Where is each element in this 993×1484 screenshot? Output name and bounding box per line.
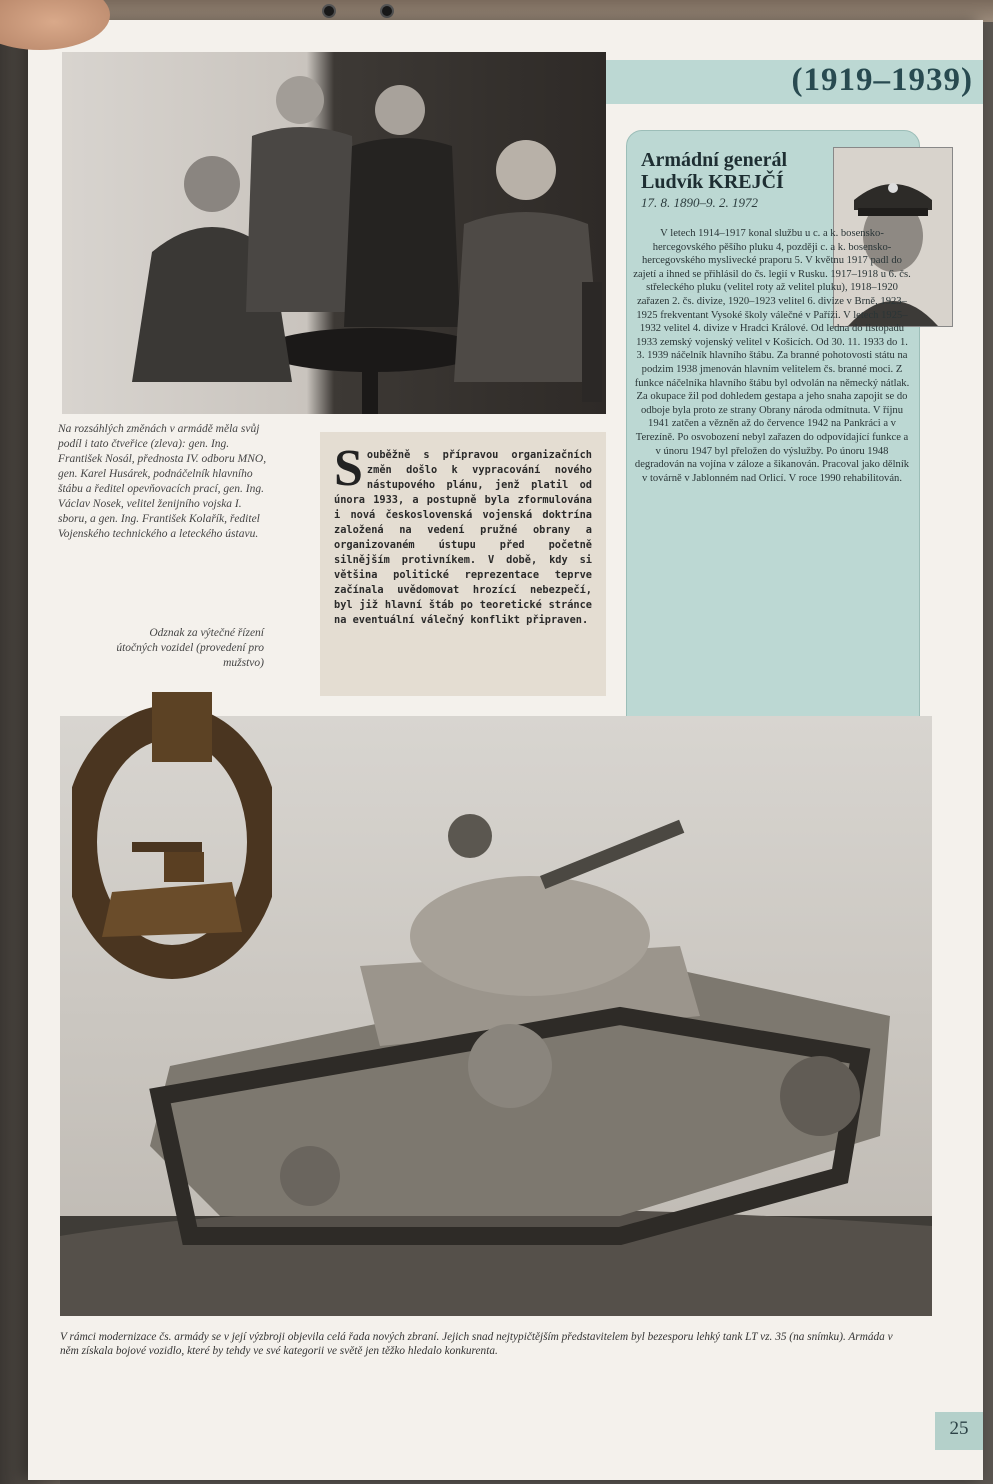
book-page — [28, 20, 983, 1480]
background-top — [0, 0, 993, 22]
page-number-tab — [935, 1412, 983, 1450]
bio-title — [641, 149, 787, 193]
binder-ring — [380, 4, 394, 18]
tank-driver-badge — [72, 682, 272, 982]
binder-ring — [322, 4, 336, 18]
period-years: (1919–1939) — [791, 62, 973, 98]
bio-name: Ludvík KREJČÍ — [641, 171, 784, 193]
summary-box — [320, 432, 606, 696]
group-photo-caption: Na rozsáhlých změnách v armádě měla svůj podíl i tato čtveřice (zleva): gen. Ing. František Nosál, přednosta IV. odboru MNO, gen. Karel Husárek, podnáčelník hlavního štábu a ředitel opevňovacích prací, gen. Ing. Václav Nosek, velitel ženijního vojska I. sboru, a gen. Ing. František Kolařík, ředitel Vojenského technického a leteckého ústavu. — [58, 423, 267, 540]
period-header — [606, 60, 983, 104]
bio-text: V letech 1914–1917 konal službu u c. a k. bosensko-hercegovského pěšího pluku 4, později c. a k. bosensko-hercegovského myslivecké praporu 5. V květnu 1917 padl do zajetí a ihned se přihlásil do čs. legií v Rusku. 1917–1918 u 6. čs. střeleckého pluku (velitel roty až velitel pluku), 1918–1920 zařazen 2. čs. divize, 1920–1923 velitel 6. divize v Brně, 1923–1925 frekventant Vysoké školy válečné v Paříži. V letech 1925–1932 velitel 4. divize v Hradci Králové. Od ledna do listopadu 1933 zemský vojenský velitel v Košicích. Od 30. 11. 1933 do 1. 3. 1939 náčelník hlavního štábu. Za branné pohotovosti státu na podzim 1938 jmenován hlavním velitelem čs. branné moci. Z funkce náčelníka hlavního štábu byl odvolán na německý nátlak. Za okupace žil pod dohledem gestapa a jeho snaha zapojit se do odboje byla proto ze strany Obrany národa odmítnuta. V říjnu 1941 zatčen a vězněn až do července 1942 na Pankráci a v Terezíně. Po osvobození nebyl zařazen do odpovídající funkce a v únoru 1947 byl přeložen do výslužby. Po únoru 1948 degradován na vojína v záloze a šikanován. Pracoval jako dělník v továrně v Jablonném nad Orlicí. V roce 1990 rehabilitován. — [633, 228, 911, 484]
drop-cap: S — [334, 440, 363, 497]
bio-rank: Armádní generál — [641, 149, 788, 171]
tank-photo-caption: V rámci modernizace čs. armády se v její výzbroji objevila celá řada nových zbraní. Jejich snad nejtypičtějším představitelem byl bezesporu lehký tank LT vz. 35 (na snímku). Armáda v něm získala bojové vozidlo, které by tehdy ve své kategorii ve světě jen těžko hledalo konkurenta. — [60, 1331, 893, 1357]
summary-text: ouběžně s přípravou organizačních změn došlo k vypracování nového nástupového plánu, jenž platil od února 1933, a postupně byla zformulována i nová československá vojenská doktrína založená na vedení pružné obrany a organizovaném ústupu před početně silnějším protivníkem. V době, kdy si většina politické reprezentace teprve začínala uvědomovat hrozící nebezpečí, byl již hlavní štáb po teoretické stránce na eventuální válečný konflikt připraven. — [334, 449, 592, 626]
page-number: 25 — [949, 1418, 969, 1439]
generals-group-photo — [62, 52, 606, 414]
biography-box — [626, 130, 920, 776]
bio-dates: 17. 8. 1890–9. 2. 1972 — [641, 195, 758, 210]
badge-caption: Odznak za výtečné řízení útočných vozidel (provedení pro mužstvo) — [116, 627, 264, 669]
